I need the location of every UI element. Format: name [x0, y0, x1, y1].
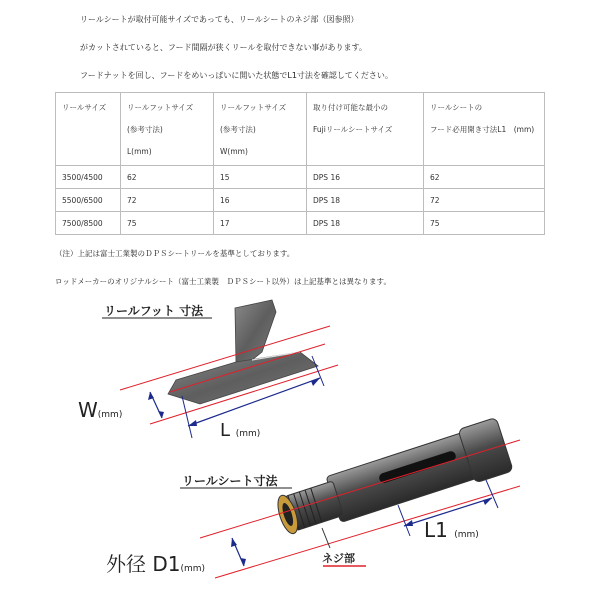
l1-label: L1 (mm) — [424, 518, 479, 542]
footnote-other-makers: ロッドメーカーのオリジナルシート（富士工業製 ＤＰＳシート以外）は上記基準とは異なります。 — [55, 277, 391, 286]
table-row: 5500/6500 72 16 DPS 18 72 — [56, 189, 545, 212]
header-reel-size: リールサイズ — [56, 93, 121, 166]
d1-label: 外径 D1(mm) — [106, 552, 206, 576]
l-label: L (mm) — [220, 420, 261, 441]
intro-line-1: リールシートが取付可能サイズであっても、リールシートのネジ部（図参照） — [80, 15, 359, 24]
table-row: 3500/4500 62 15 DPS 16 62 — [56, 166, 545, 189]
w-dimension — [148, 392, 164, 418]
reel-seat-title: リールシート寸法 — [182, 474, 278, 488]
header-foot-width: リールフットサイズ (参考寸法) W(mm) — [214, 93, 307, 166]
header-hood-opening: リールシートの フード必用開き寸法L1 (mm) — [424, 93, 545, 166]
intro-line-2: がカットされていると、フード間隔が狭くリールを取付できない事があります。 — [80, 43, 367, 52]
w-label: W(mm) — [78, 398, 123, 422]
table-row: 7500/8500 75 17 DPS 18 75 — [56, 212, 545, 235]
d1-dimension — [231, 538, 246, 566]
reel-foot-title: リールフット 寸法 — [104, 304, 204, 318]
header-seat-size: 取り付け可能な最小の Fujiリールシートサイズ — [307, 93, 424, 166]
footnote-standard: （注）上記は富士工業製のＤＰＳシートリールを基準としております。 — [55, 249, 295, 258]
intro-line-3: フードナットを回し、フードをめいっぱいに開いた状態でL1寸法を確認してください。 — [80, 71, 393, 80]
screw-label: ネジ部 — [322, 552, 355, 565]
header-foot-length: リールフットサイズ (参考寸法) L(mm) — [121, 93, 214, 166]
